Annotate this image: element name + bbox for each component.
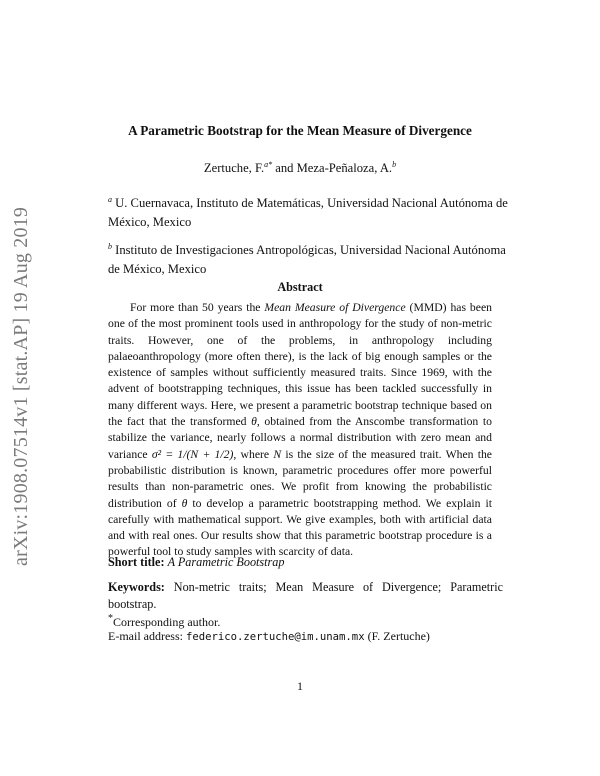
affiliation-b	[108, 238, 508, 278]
abstract-text: is the size of the measured trait. When the probabilistic distribution is known, parametric procedures offer more powerful results than non-parametric ones. We profit from knowing the probabilistic distribution of	[108, 447, 492, 510]
affiliation-b-mark: b	[108, 242, 112, 251]
abstract-text: (MMD) has been one of the most prominent tools used in anthropology for the study of non-metric traits. However, one of the problems, in anthropology including palaeoanthropology (more often there), is the lack of big enough samples or the existence of samples without sufficiently measured traits. Since 1969, with the advent of bootstrapping techniques, this issue has been tackled successfully in many different ways. Here, we present a parametric bootstrap technique based on the fact that the transformed	[108, 301, 492, 429]
short-title-line	[108, 555, 284, 570]
affiliation-a	[108, 191, 508, 231]
author-zertuche: Zertuche, F.	[203, 161, 265, 176]
short-title-label: Short title:	[108, 555, 165, 569]
short-title-value: A Parametric Bootstrap	[167, 555, 285, 569]
paper-title: A Parametric Bootstrap for the Mean Measure of Divergence	[128, 123, 472, 138]
abstract-text: For more than 50 years the	[130, 301, 265, 314]
abstract-text: to develop a parametric bootstrapping method. We explain it carefully with mathematical support. We give examples, both with artificial data and with real ones. Our results show that this parametric bootstrap procedure is a powerful tool to study samples with scarcity of data.	[108, 496, 492, 559]
author-meza-penaloza-marks: b	[392, 160, 397, 169]
keywords-label: Keywords:	[108, 580, 165, 594]
footnote-corresponding-text: Corresponding author.	[113, 615, 221, 629]
email-address-link[interactable]: federico.zertuche@im.unam.mx	[185, 631, 365, 643]
abstract-text: , obtained from the Anscombe transformation to stabilize the variance, nearly follows a normal distribution with zero mean and variance	[108, 415, 492, 461]
footnote-mark: *	[108, 613, 113, 624]
author-conjunction: and	[272, 161, 297, 176]
footnote-corresponding	[108, 613, 220, 630]
abstract-term-mmd: Mean Measure of Divergence	[264, 301, 406, 314]
affiliation-a-mark: a	[108, 195, 112, 204]
math-theta: θ	[181, 496, 188, 510]
affiliation-b-text: Instituto de Investigaciones Antropológicas, Universidad Nacional Autónoma de México, Mexico	[108, 243, 506, 276]
author-meza-penaloza: Meza-Peñaloza, A.	[296, 161, 393, 176]
footnote-email-line	[108, 629, 430, 644]
email-label: E-mail address:	[108, 629, 186, 643]
abstract-heading: Abstract	[277, 280, 323, 294]
abstract-body	[108, 300, 492, 561]
author-line	[0, 160, 600, 176]
math-n: N	[273, 447, 282, 461]
author-zertuche-marks: a*	[264, 160, 273, 169]
arxiv-identifier-text[interactable]: arXiv:1908.07514v1 [stat.AP] 19 Aug 2019	[10, 206, 32, 566]
affiliation-a-text: U. Cuernavaca, Instituto de Matemáticas, Universidad Nacional Autónoma de México, Mexico	[108, 196, 508, 229]
page-number: 1	[297, 679, 303, 693]
email-owner: (F. Zertuche)	[364, 629, 430, 643]
math-variance-formula: σ² = 1/(N + 1/2)	[151, 447, 234, 461]
abstract-text: , where	[233, 447, 274, 461]
math-theta: θ	[251, 415, 257, 429]
keywords-value: Non-metric traits; Mean Measure of Divergence; Parametric bootstrap.	[108, 580, 503, 611]
keywords-line	[108, 579, 503, 612]
